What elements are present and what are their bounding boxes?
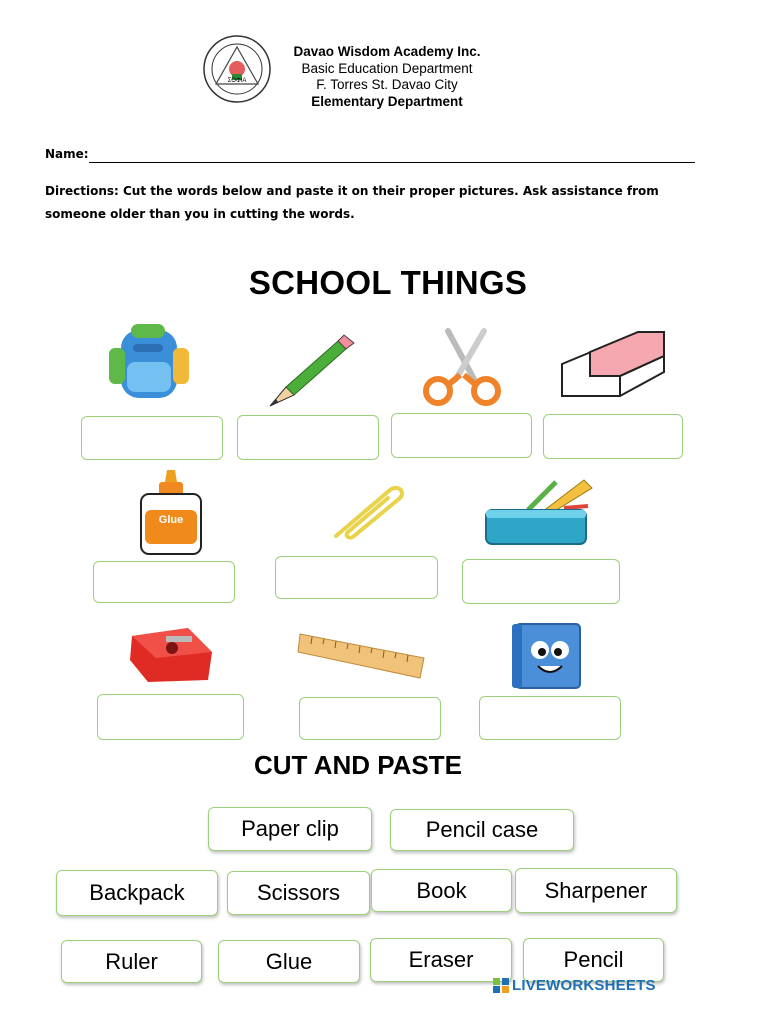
name-underline: [89, 162, 695, 163]
drop-box-backpack[interactable]: [81, 416, 223, 460]
word-card-backpack[interactable]: Backpack: [56, 870, 218, 916]
drop-box-eraser[interactable]: [543, 414, 683, 459]
drop-box-ruler[interactable]: [299, 697, 441, 740]
division-name: Elementary Department: [311, 93, 463, 109]
word-card-book[interactable]: Book: [371, 869, 512, 912]
seal-text: ΣΟΦΙΑ: [227, 78, 247, 84]
word-card-glue[interactable]: Glue: [218, 940, 360, 983]
ruler-icon: [296, 630, 426, 682]
liveworksheets-text: LIVEWORKSHEETS: [512, 976, 656, 994]
school-address: F. Torres St. Davao City: [316, 77, 458, 92]
eraser-icon: [560, 326, 668, 402]
liveworksheets-mark-icon: [492, 976, 510, 994]
drop-box-sharpener[interactable]: [97, 694, 244, 740]
paper-clip-icon: [328, 480, 406, 542]
drop-box-pencil[interactable]: [237, 415, 379, 460]
directions-text: Directions: Cut the words below and paste it on their proper pictures. Ask assistance from someone older than you in cutting the words.: [45, 184, 659, 221]
worksheet-title: SCHOOL THINGS: [248, 264, 528, 301]
book-icon: [510, 620, 584, 690]
sharpener-icon: [128, 626, 216, 684]
drop-box-paper-clip[interactable]: [275, 556, 438, 599]
backpack-icon: [103, 322, 193, 402]
drop-box-book[interactable]: [479, 696, 621, 740]
pencil-icon: [268, 333, 358, 408]
school-header: [282, 44, 492, 110]
drop-box-pencil-case[interactable]: [462, 559, 620, 604]
school-name: Davao Wisdom Academy Inc.: [293, 44, 481, 59]
drop-box-glue[interactable]: [93, 561, 235, 603]
name-label: Name:: [45, 147, 89, 161]
glue-icon: [133, 468, 209, 556]
department-name: Basic Education Department: [301, 60, 473, 76]
word-card-scissors[interactable]: Scissors: [227, 871, 370, 915]
school-seal-icon: [202, 34, 272, 104]
word-card-eraser[interactable]: Eraser: [370, 938, 512, 982]
word-card-sharpener[interactable]: Sharpener: [515, 868, 677, 913]
drop-box-scissors[interactable]: [391, 413, 532, 458]
word-card-ruler[interactable]: Ruler: [61, 940, 202, 983]
name-field[interactable]: [45, 147, 695, 165]
glue-label: Glue: [158, 514, 184, 526]
word-card-paper-clip[interactable]: Paper clip: [208, 807, 372, 851]
cut-and-paste-title: CUT AND PASTE: [254, 750, 462, 780]
liveworksheets-logo: [492, 973, 656, 997]
word-card-pencil[interactable]: Pencil: [523, 938, 664, 982]
scissors-icon: [416, 327, 508, 409]
pencil-case-icon: [484, 476, 596, 548]
word-card-pencil-case[interactable]: Pencil case: [390, 809, 574, 851]
